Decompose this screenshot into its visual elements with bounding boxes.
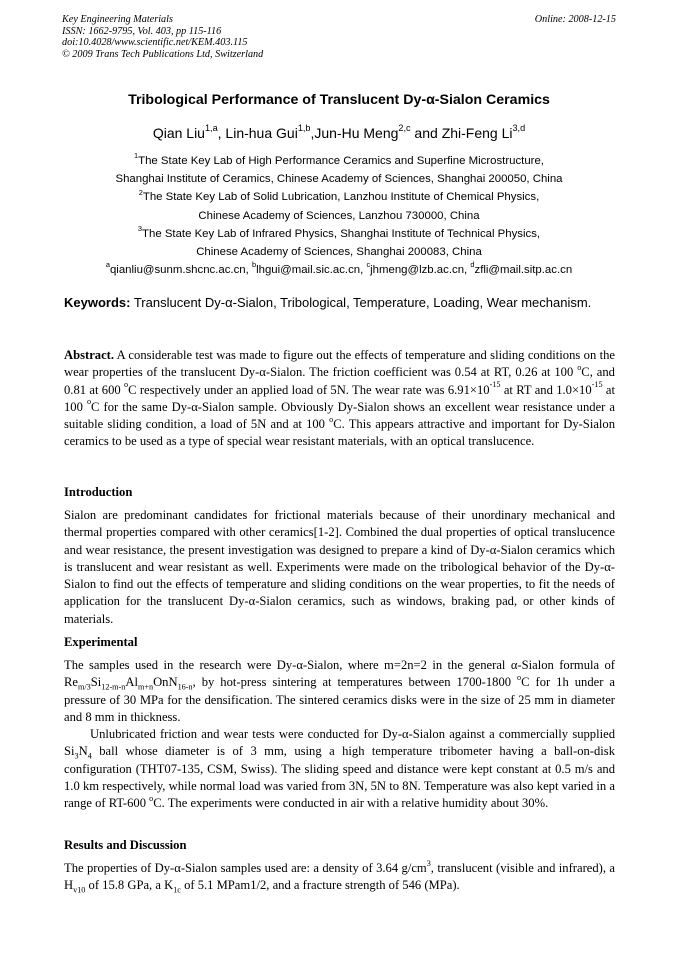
doi-line: doi:10.4028/www.scientific.net/KEM.403.115 [62, 37, 248, 48]
results-text: The properties of Dy-α-Sialon samples used are: a density of 3.64 $g/cm^3$, translucent (visible and infrared), a $H_{v10}$ of 15.8 GPa, a $K_{1c}$ of 5.1 MPam1/2, and a fracture strength of 546 (MPa). [64, 858, 615, 895]
author: Lin-hua Gui$^{1,b}$, [225, 122, 315, 141]
affiliation-1-cont: Shanghai Institute of Ceramics, Chinese Academy of Sciences, Shanghai 200050, China [115, 173, 563, 186]
journal-name: Key Engineering Materials [62, 14, 173, 25]
abstract: Abstract. A considerable test was made to figure out the effects of temperature and sliding conditions on the wear properties of the translucent Dy-α-Sialon. The friction coefficient was 0.54 at RT, 0.26 at 100 $^o$C, and 0.81 at 600 $^o$C respectively under an applied load of 5N. The wear rate was $6.91\times 10^{-15}$ at RT and $1.0\times 10^{-15}$ at 100 $^o$C for the same Dy-α-Sialon sample. Obviously Dy-Sialon shows an excellent wear resistance under a suitable sliding condition, a load of 5N and at 100 $^o$C. This appears attractive and important for Dy-Sialon ceramics to be used as a type of special wear resistant materials, with an optical translucence. [64, 348, 615, 449]
experimental-paragraph-2: Unlubricated friction and wear tests were conducted for Dy-α-Sialon against a commercially supplied $Si_3N_4$ ball whose diameter is of 3 mm, using a high temperature tribometer having a ball-on-disk configuration (THT07-135, CSM, Swiss). The sliding speed and distance were kept constant at 0.5 m/s and 1.0 km respectively, while normal load was varied from 3N, 5N to 8N. Temperature was also kept varied in a range of RT-600 $^o$C. The experiments were conducted in air with a relative humidity about 30%. [64, 727, 615, 811]
affiliation-2-cont: Chinese Academy of Sciences, Lanzhou 730000, China [198, 209, 480, 222]
affiliations [0, 152, 678, 279]
affiliation-3-cont: Chinese Academy of Sciences, Shanghai 200083, China [196, 246, 482, 259]
author: Zhi-Feng Li$^{3,d}$ [441, 122, 526, 141]
email-entry: $^a$qianliu@sunm.shcnc.ac.cn, [105, 260, 252, 277]
email-entry: $^d$zfli@mail.sitp.ac.cn [470, 260, 573, 277]
online-date: Online: 2008-12-15 [534, 14, 616, 25]
experimental-heading: Experimental [64, 635, 138, 649]
affiliation-2: $^2$The State Key Lab of Solid Lubrication, Lanzhou Institute of Chemical Physics, [138, 187, 540, 204]
keywords [64, 294, 615, 312]
introduction-text: Sialon are predominant candidates for frictional materials because of their unordinary mechanical and thermal properties compared with other ceramics[1-2]. Combined the dual properties of optical translucence and wear resistance, the present investigation was designed to prepare a kind of Dy-α-Sialon ceramics which is translucent and wear resistant as well. Experiments were made on the tribological behavior of the Dy-α-Sialon to find out the effects of temperature and sliding conditions on the wear properties, to fit the needs of application for the translucent Dy-α-Sialon ceramics, such as windows, braking pad, or other kinds of materials. [64, 508, 615, 626]
results-heading: Results and Discussion [64, 838, 187, 852]
keywords-label: Keywords: [64, 295, 131, 310]
paper-title: Tribological Performance of Translucent Dy-α-Sialon Ceramics [128, 92, 550, 108]
introduction-heading: Introduction [64, 485, 133, 499]
issn-line: ISSN: 1662-9795, Vol. 403, pp 115-116 [62, 25, 222, 37]
author: Qian Liu$^{1,a}$, [152, 122, 226, 141]
email-list [0, 261, 678, 279]
keywords-text: Translucent Dy-α-Sialon, Tribological, Temperature, Loading, Wear mechanism. [130, 295, 592, 310]
journal-header [62, 14, 616, 60]
email-entry: $^c$jhmeng@lzb.ac.cn, [366, 260, 471, 277]
author-list [0, 122, 678, 141]
affiliation-3: $^3$The State Key Lab of Infrared Physics, Shanghai Institute of Technical Physics, [137, 223, 541, 240]
abstract-label: Abstract. [64, 348, 115, 362]
author: Jun-Hu Meng$^{2,c}$ and [314, 122, 442, 141]
copyright-line: © 2009 Trans Tech Publications Ltd, Switzerland [62, 48, 264, 60]
affiliation-1: $^1$The State Key Lab of High Performance Ceramics and Superfine Microstructure, [134, 151, 544, 167]
email-entry: $^b$lhgui@mail.sic.ac.cn, [251, 260, 367, 277]
experimental-paragraph-1: The samples used in the research were Dy-α-Sialon, where m=2n=2 in the general α-Sialon formula of $Re_{m/3}Si_{12-m-n}Al_{m+n}OnN_{16-n}$, by hot-press sintering at temperatures between 1700-1800 $^o$C for 1h under a pressure of 30 MPa for the densification. The sintered ceramics disks were in the size of 25 mm in diameter and 8 mm in thickness. [64, 658, 615, 724]
